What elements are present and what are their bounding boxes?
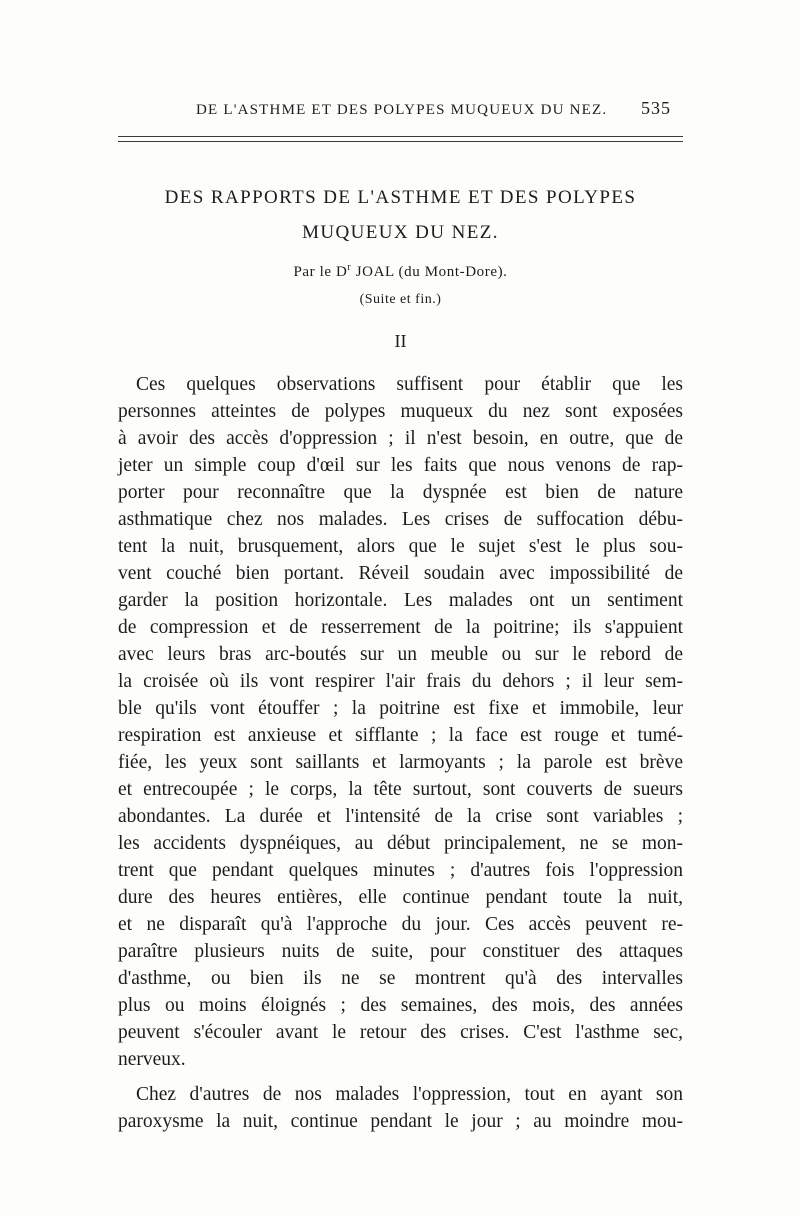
text-line: jeter un simple coup d'œil sur les faits que nous venons de rap- xyxy=(118,455,683,476)
text-line: la croisée où ils vont respirer l'air frais du dehors ; il leur sem- xyxy=(118,671,683,692)
text-line: porter pour reconnaître que la dyspnée est bien de nature xyxy=(118,482,683,503)
text-line: peuvent s'écouler avant le retour des crises. C'est l'asthme sec, xyxy=(118,1022,683,1043)
text-line: vent couché bien portant. Réveil soudain avec impossibilité de xyxy=(118,563,683,584)
text-line: paroxysme la nuit, continue pendant le jour ; au moindre mou- xyxy=(118,1111,683,1132)
text-line: fiée, les yeux sont saillants et larmoyants ; la parole est brève xyxy=(118,752,683,773)
text-line: dure des heures entières, elle continue pendant toute la nuit, xyxy=(118,887,683,908)
text-line: trent que pendant quelques minutes ; d'autres fois l'oppression xyxy=(118,860,683,881)
text-line: abondantes. La durée et l'intensité de la crise sont variables ; xyxy=(118,806,683,827)
text-line: les accidents dyspnéiques, au début principalement, ne se mon- xyxy=(118,833,683,854)
running-title: DE L'ASTHME ET DES POLYPES MUQUEUX DU NEZ. xyxy=(196,102,608,118)
text-line: de compression et de resserrement de la poitrine; ils s'appuient xyxy=(118,617,683,638)
text-line: garder la position horizontale. Les malades ont un sentiment xyxy=(118,590,683,611)
text-line: Ces quelques observations suffisent pour établir que les xyxy=(136,374,683,395)
text-line: plus ou moins éloignés ; des semaines, des mois, des années xyxy=(118,995,683,1016)
byline-prefix: Par le D xyxy=(293,264,348,280)
text-line: avec leurs bras arc-boutés sur un meuble ou sur le rebord de xyxy=(118,644,683,665)
text-line: tent la nuit, brusquement, alors que le sujet s'est le plus sou- xyxy=(118,536,683,557)
byline xyxy=(118,262,683,281)
text-line: à avoir des accès d'oppression ; il n'est besoin, en outre, que de xyxy=(118,428,683,449)
article-title: DES RAPPORTS DE L'ASTHME ET DES POLYPES xyxy=(164,187,637,208)
text-line: personnes atteintes de polypes muqueux du nez sont exposées xyxy=(118,401,683,422)
byline-title-abbrev: r xyxy=(347,262,352,273)
byline-author: JOAL (du Mont-Dore). xyxy=(351,264,508,280)
text-line: asthmatique chez nos malades. Les crises de suffocation débu- xyxy=(118,509,683,530)
text-line: et ne disparaît qu'à l'approche du jour. Ces accès peuvent re- xyxy=(118,914,683,935)
text-line: nerveux. xyxy=(118,1049,186,1070)
section-number: II xyxy=(394,331,407,351)
header-rule xyxy=(118,136,683,137)
article-title-continued: MUQUEUX DU NEZ. xyxy=(302,222,499,243)
text-line: d'asthme, ou bien ils ne se montrent qu'à des intervalles xyxy=(118,968,683,989)
text-line: et entrecoupée ; le corps, la tête surtout, sont couverts de sueurs xyxy=(118,779,683,800)
text-line: ble qu'ils vont étouffer ; la poitrine est fixe et immobile, leur xyxy=(118,698,683,719)
subtitle: (Suite et fin.) xyxy=(359,292,442,307)
text-line: respiration est anxieuse et sifflante ; la face est rouge et tumé- xyxy=(118,725,683,746)
page-number: 535 xyxy=(641,98,671,118)
text-line: Chez d'autres de nos malades l'oppression, tout en ayant son xyxy=(136,1084,683,1105)
header-rule xyxy=(118,141,683,142)
text-line: paraître plusieurs nuits de suite, pour constituer des attaques xyxy=(118,941,683,962)
